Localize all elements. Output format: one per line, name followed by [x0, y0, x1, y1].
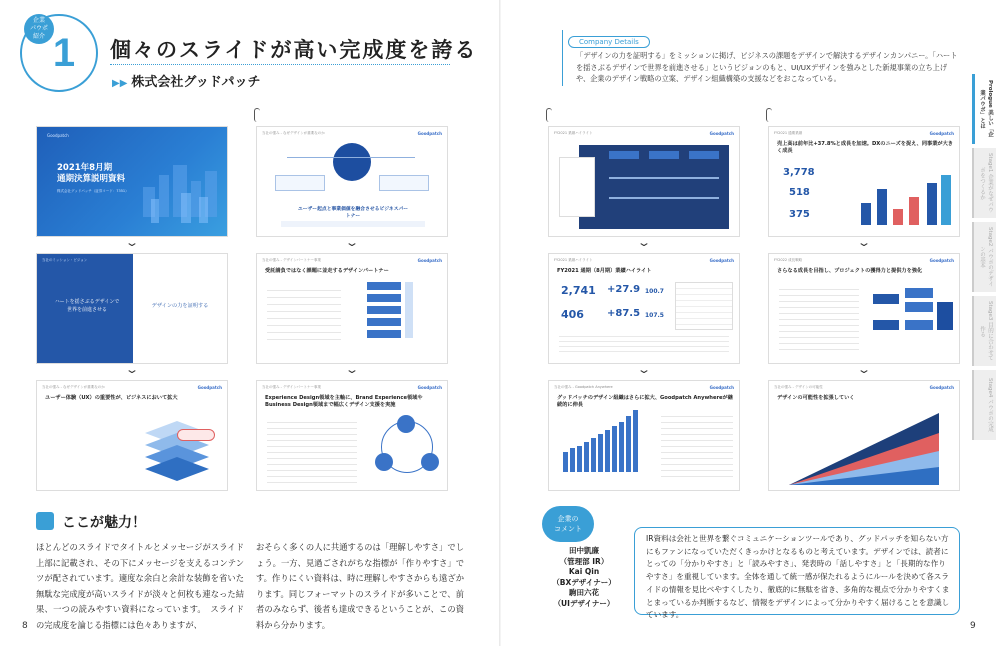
chevron-down-icon: ⌄	[124, 236, 140, 249]
side-tab-stage2[interactable]: Stage2 パウポのデザインの基本	[972, 222, 996, 292]
side-tab-prologue[interactable]: Prologue 美しい「企業パウポ」とは	[972, 74, 996, 144]
company-details-text: 「デザインの力を証明する」をミッションに掲げ、ビジネスの課題をデザインで解決するデザインカンパニー。「ハートを揺さぶるデザインで世界を前進させる」というビジョンのもと、UI/UXデザインを強みとした新規事業の立ち上げや、企業のデザイン戦略の立案、デザイン組織構築の支援などをおこなっている。	[576, 51, 958, 83]
slide-fy2021-results: FY2021 通期業績 Goodpatch 売上高は前年比+37.8%と成長を加速。DXのニーズを捉え、同事業が大きく成長 3,778 518 375	[768, 126, 960, 237]
slide-header: 当社の強み - デザインパートナー事業	[262, 258, 321, 262]
page-gutter	[499, 0, 501, 646]
section-tag: 企業 パウポ 紹介	[24, 14, 54, 44]
slide-title: さらなる成長を目指し、プロジェクトの獲得力と提供力を強化	[777, 268, 923, 274]
page-title: 個々のスライドが高い完成度を誇る	[110, 38, 478, 62]
mission-text: デザインの力を証明する	[151, 303, 209, 309]
slide-title: グッドパッチのデザイン組織はさらに拡大、Goodpatch Anywhereが継続的に伸長	[557, 395, 733, 408]
slide-title: 売上高は前年比+37.8%と成長を加速。DXのニーズを捉え、同事業が大きく成長	[777, 141, 953, 154]
layers-diagram	[137, 417, 217, 481]
kpi-profit-growth: +87.5	[607, 308, 641, 319]
page-number-right: 9	[970, 621, 976, 631]
slide-business-partner: 当社の強み - なぜデザインが重要なのか Goodpatch ユーザー起点と事業価値を融合させるビジネスパートナー	[256, 126, 448, 237]
side-tab-stage3[interactable]: Stage3 目的に合わせて作る	[972, 296, 996, 366]
slide-header: 当社の強み - Goodpatch Anywhere	[554, 385, 613, 389]
side-tabs	[972, 74, 1000, 444]
bracket-mark	[254, 108, 260, 122]
comment-text: IR資料は会社と世界を繋ぐコミュニケーションツールであり、グッドパッチを知らない方にもファンになっていただくきっかけとなるものと考えています。デザインでは、読者にとっての「分かりやすさ」と「読みやすさ」、発表時の「話しやすさ」と「長期的な作りやすさ」を重視しています。全体を通して統一感が保たれるようにルールを決めて各スライドの情報を見比べやすくしたり、徹底的に無駄を省き、多角的な視点で分かりやすくまとまっているか判断するなど、情報をデザインによって分かりやすく届けることを意識しています。	[646, 534, 950, 620]
chevron-down-icon: ⌄	[856, 363, 872, 376]
slide-cover: Goodpatch 2021年8月期 通期決算説明資料 株式会社グッドパッチ（証券コード：7351）	[36, 126, 228, 237]
double-arrow-icon: ▶▶	[112, 78, 128, 89]
feature-heading: ここが魅力！	[62, 515, 146, 531]
chevron-down-icon: ⌄	[636, 363, 652, 376]
city-illustration	[133, 137, 225, 233]
feature-paragraph-1: ほとんどのスライドでタイトルとメッセージがスライド上部に記載され、その下にメッセージを支えるコンテンツが配されています。適度な余白と余計な装飾を省いた無駄な完成度が高いスライドが淡々と何枚も連なった結果、一つの読みやすい資料になっています。 スライドの完成度を論じる指標には色々ありますが、	[36, 542, 244, 630]
company-details-label: Company Details	[568, 36, 650, 48]
slide-design-possibility: 当社の強み - デザインの可能性 Goodpatch デザインの可能性を拡張していく	[768, 380, 960, 491]
slide-header: 当社の強み - デザインの可能性	[774, 385, 823, 389]
side-tab-stage1[interactable]: Stage1 企業がなぜパウポをつくるか	[972, 148, 996, 218]
bracket-mark	[766, 108, 772, 122]
bracket-mark	[546, 108, 552, 122]
slide-header: 当社の強み - なぜデザインが重要なのか	[42, 385, 105, 389]
slide-ux-domain: FY2021 業績ハイライト Goodpatch	[548, 126, 740, 237]
chevron-down-icon: ⌄	[344, 363, 360, 376]
kpi-revenue-rate: 100.7	[645, 288, 664, 295]
cover-title: 2021年8月期 通期決算説明資料	[57, 163, 126, 184]
slide-header: FY2021 業績ハイライト	[554, 258, 593, 262]
page-number-left: 8	[22, 621, 28, 631]
kpi-profit: 406	[561, 308, 584, 321]
slide-title: 受託請負ではなく課題に並走するデザインパートナー	[265, 268, 389, 274]
title-divider	[110, 64, 450, 65]
kpi-profit-rate: 107.5	[645, 312, 664, 319]
slide-title: Experience Design領域を主軸に、Brand Experience領域やBusiness Design領域まで幅広くデザイン支援を実施	[265, 395, 423, 408]
slide-mission	[36, 253, 228, 364]
slide-title: ユーザー起点と事業価値を融合させるビジネスパートナー	[297, 207, 409, 219]
slide-header: FY2021 業績ハイライト	[554, 131, 593, 135]
feature-paragraph-2: おそらく多くの人に共通するのは「理解しやすさ」でしょう。一方、見過ごされがちな指標が「作りやすさ」です。作りにくい資料は、時に理解しやすさからも遠ざかります。同じフォーマットのスライドが多いことで、前者のみならず、後者も達成できるということが、この資料から分かります。	[256, 542, 464, 630]
company-name	[112, 71, 260, 90]
slide-fy2021-highlight: FY2021 業績ハイライト Goodpatch FY2021 通期（8月期）業績ハイライト 2,741 +27.9 100.7 406 +87.5 107.5	[548, 253, 740, 364]
slide-design-partner: 当社の強み - デザインパートナー事業 Goodpatch 受託請負ではなく課題に並走するデザインパートナー	[256, 253, 448, 364]
slide-header: FY2022 成長戦略	[774, 258, 803, 262]
area-chart	[789, 407, 939, 487]
slide-ux-importance: 当社の強み - なぜデザインが重要なのか Goodpatch ユーザー体験（UX）の重要性が、ビジネスにおいて拡大	[36, 380, 228, 491]
comment-people: 田中凱廉 （管理部 IR） Kai Qin （BXデザイナー） 駒田六花 （UIデザイナー）	[552, 546, 616, 608]
section-number: 1	[52, 30, 76, 75]
slide-growth-strategy: FY2022 成長戦略 Goodpatch さらなる成長を目指し、プロジェクトの獲得力と提供力を強化	[768, 253, 960, 364]
slide-header: 当社の強み - なぜデザインが重要なのか	[262, 131, 325, 135]
thumbs-up-icon	[36, 512, 54, 530]
chevron-down-icon: ⌄	[856, 236, 872, 249]
chevron-down-icon: ⌄	[124, 363, 140, 376]
vision-text: ハートを揺さぶるデザインで 世界を前進させる	[54, 299, 120, 313]
slide-header: 当社のミッション・ビジョン	[42, 258, 88, 262]
cover-sub: 株式会社グッドパッチ（証券コード：7351）	[57, 189, 129, 193]
company-name-text: 株式会社グッドパッチ	[131, 75, 261, 90]
slide-title: デザインの可能性を拡張していく	[777, 395, 855, 401]
comment-badge: 企業の コメント	[542, 506, 594, 542]
slide-title: FY2021 通期（8月期）業績ハイライト	[557, 268, 652, 274]
side-tab-stage4[interactable]: Stage4 パウポの完成	[972, 370, 996, 440]
chevron-down-icon: ⌄	[636, 236, 652, 249]
slide-header: FY2021 通期業績	[774, 131, 803, 135]
slide-anywhere: 当社の強み - Goodpatch Anywhere Goodpatch グッドパッチのデザイン組織はさらに拡大、Goodpatch Anywhereが継続的に伸長	[548, 380, 740, 491]
chevron-down-icon: ⌄	[344, 236, 360, 249]
slide-experience-design: 当社の強み - デザインパートナー事業 Goodpatch Experience Design領域を主軸に、Brand Experience領域やBusiness Design領域まで幅広くデザイン支援を実施	[256, 380, 448, 491]
slide-title: ユーザー体験（UX）の重要性が、ビジネスにおいて拡大	[45, 395, 178, 401]
slide-header: 当社の強み - デザインパートナー事業	[262, 385, 321, 389]
kpi-revenue: 2,741	[561, 284, 596, 297]
kpi-revenue-growth: +27.9	[607, 284, 641, 295]
